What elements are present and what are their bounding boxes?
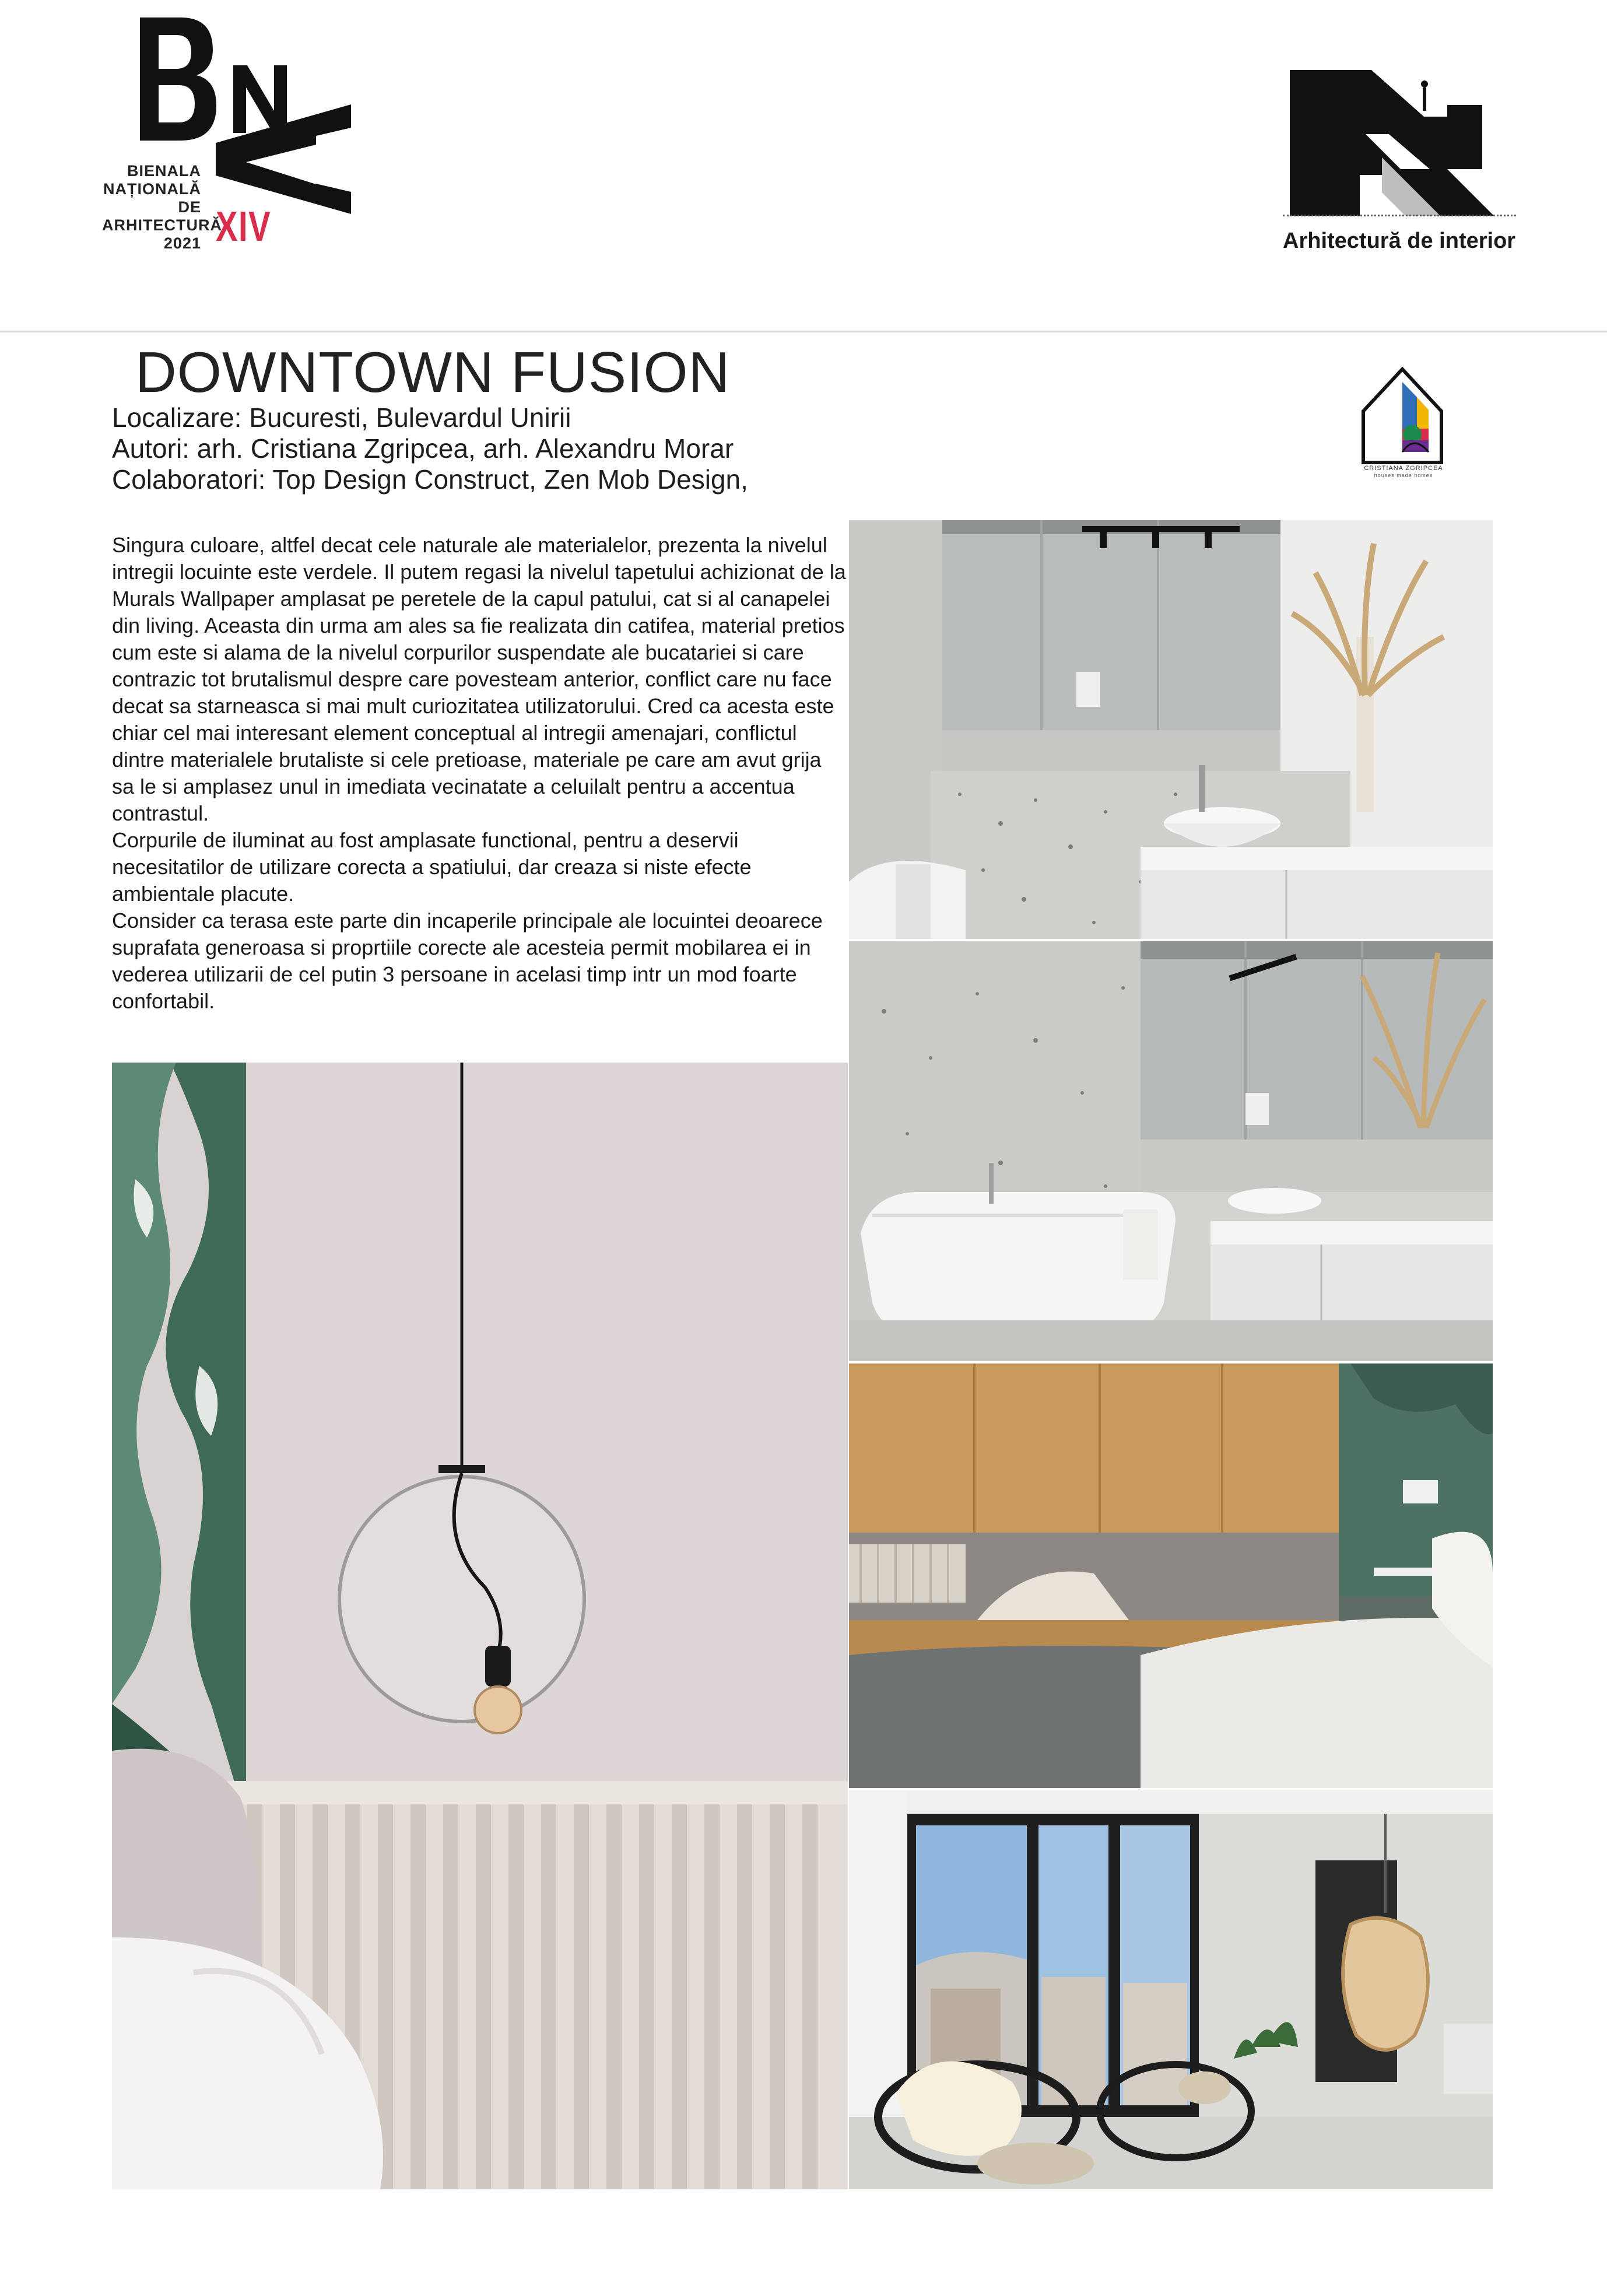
bna-caption (102, 162, 222, 253)
photo-terrace (849, 1790, 1493, 2189)
photo-bathroom-vanity (849, 520, 1493, 939)
project-authors: Autori: arh. Cristiana Zgripcea, arh. Alexandru Morar (112, 433, 734, 464)
bna-edition: XIV (216, 204, 272, 250)
description-paragraph: Singura culoare, altfel decat cele naturale ale materialelor, prezenta la nivelul intregii locuinte este verdele. Il putem regasi la nivelul tapetului achizionat de la Murals Wallpaper amplasat pe peretele de la capul patului, cat si al canapelei din living. Aceasta din urma am ales sa fie realizata din catifea, material pretios cum este si alama de la nivelul corpurilor suspendate ale bucatariei si care contrazic tot brutalismul despre care povesteam anterior, conflict care nu face decat sa starneasca si mai mult curiozitatea utilizatorului. Cred ca acesta este chiar cel mai interesant element conceptual al intregii amenajari, conflictul dintre materialele brutaliste si cele pretioase, materiale pe care am avut grija sa le si amplasez unul in imediata vecinatate a celuilalt pentru a accentua contrastul. (112, 533, 846, 825)
studio-logo (1359, 364, 1446, 478)
bna-caption-line: BIENALA (127, 162, 201, 180)
bna-caption-line: ARHITECTURĂ (102, 216, 222, 234)
bna-caption-line: 2021 (163, 234, 201, 252)
studio-logo-tagline: houses made homes (1374, 472, 1433, 478)
photo-bedroom-pendant (112, 1063, 848, 2189)
project-location: Localizare: Bucuresti, Bulevardul Unirii (112, 402, 571, 433)
studio-logo-name: CRISTIANA ZGRIPCEA (1364, 465, 1443, 472)
description-paragraph: Consider ca terasa este parte din incaperile principale ale locuintei deoarece suprafata generoasa si proprtiile corecte ale acesteia permit mobilarea ei in vederea utilizarii de cel putin 3 persoane in acelasi timp intr un mod foarte confortabil. (112, 909, 823, 1013)
bna-caption-line: NAȚIONALĂ (103, 180, 201, 198)
section-divider-dotted (1283, 215, 1516, 216)
project-meta (112, 402, 748, 495)
bna-letter-b (140, 17, 216, 141)
photo-bedroom-oak-wall (849, 1363, 1493, 1788)
bna-letter-n (233, 65, 287, 133)
section-label: Arhitectură de interior (1283, 229, 1516, 253)
bna-caption-line: DE (178, 198, 201, 216)
photo-bathroom-tub (849, 941, 1493, 1361)
project-description (112, 532, 848, 1015)
header-divider (0, 331, 1607, 332)
project-title: DOWNTOWN FUSION (135, 340, 731, 404)
project-collaborators: Colaboratori: Top Design Construct, Zen Mob Design, (112, 464, 748, 495)
description-paragraph: Corpurile de iluminat au fost amplasate functional, pentru a deservii necesitatilor de utilizare corecta a spatiului, dar creaza si niste efecte ambientale placute. (112, 828, 752, 906)
interior-architecture-logo (1283, 64, 1504, 230)
